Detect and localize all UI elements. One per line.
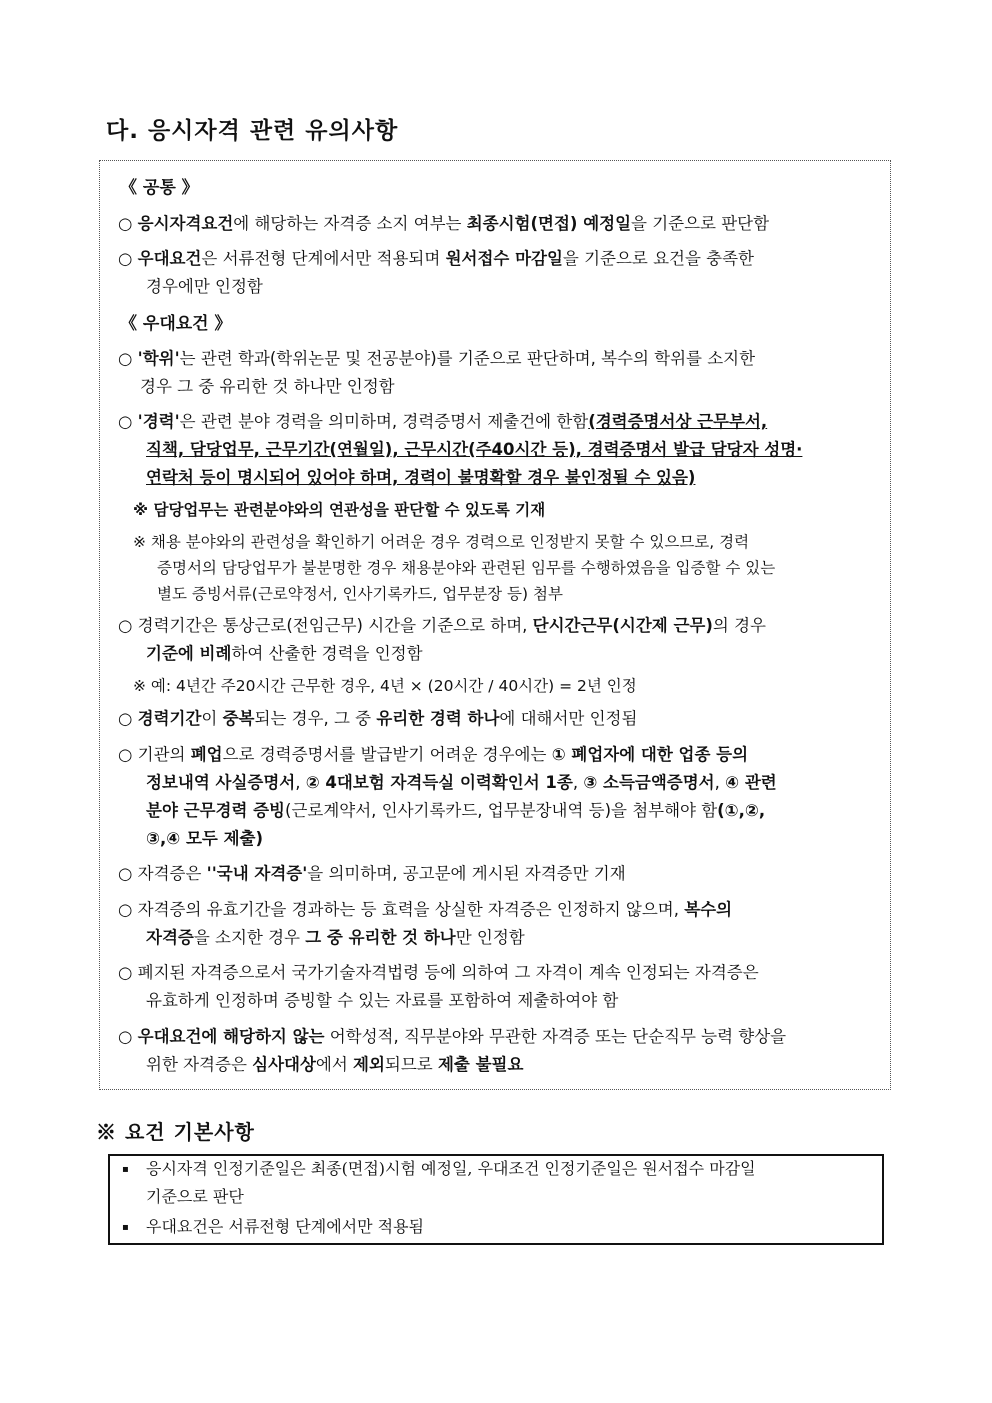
bullet-icon: ▪ (122, 1164, 129, 1175)
common-item-1: ○ 응시자격요건에 해당하는 자격증 소지 여부는 최종시험(면접) 예정일을 기준으로 판단함 (118, 214, 770, 233)
excluded-item: ○ 우대요건에 해당하지 않는 어학성적, 직무분야와 무관한 자격증 또는 단순직무 능력 향상을 (118, 1027, 787, 1046)
abolished-item: ○ 폐지된 자격증으로서 국가기술자격법령 등에 의하여 그 자격이 계속 인정되는 자격증은 (118, 963, 759, 982)
period-item-cont: 기준에 비례하여 산출한 경력을 인정함 (146, 644, 423, 663)
career-item: ○ '경력'은 관련 분야 경력을 의미하며, 경력증명서 제출건에 한함(경력증명서상 근무부서, (118, 412, 768, 431)
validity-item-cont: 자격증을 소지한 경우 그 중 유리한 것 하나만 인정함 (146, 928, 525, 947)
career-note-2: ※ 채용 분야와의 관련성을 확인하기 어려운 경우 경력으로 인정받지 못할 수 있으므로, 경력 (133, 533, 750, 551)
closure-item: ○ 기관의 폐업으로 경력증명서를 발급받기 어려운 경우에는 ① 폐업자에 대한 업종 등의 (118, 745, 749, 764)
period-example: ※ 예: 4년간 주20시간 근무한 경우, 4년 × (20시간 / 40시간) = 2년 인정 (133, 677, 637, 695)
career-item-cont-2: 연락처 등이 명시되어 있어야 하며, 경력이 불명확할 경우 불인정될 수 있음) (146, 468, 696, 487)
closure-item-cont-1: 정보내역 사실증명서, ② 4대보험 자격득실 이력확인서 1종, ③ 소득금액증명서, ④ 관련 (146, 773, 777, 792)
cert-item: ○ 자격증은 ''국내 자격증'을 의미하며, 공고문에 게시된 자격증만 기재 (118, 864, 626, 883)
career-note-2-cont-2: 별도 증빙서류(근로약정서, 인사기록카드, 업무분장 등) 첨부 (157, 585, 563, 603)
requirement-item-1-cont: 기준으로 판단 (146, 1187, 244, 1206)
common-item-2: ○ 우대요건은 서류전형 단계에서만 적용되며 원서접수 마감일을 기준으로 요건을 충족한 (118, 249, 754, 268)
closure-item-cont-2: 분야 근무경력 증빙(근로계약서, 인사기록카드, 업무분장내역 등)을 첨부해야 함(①,②, (146, 801, 766, 820)
career-item-cont-1: 직책, 담당업무, 근무기간(연월일), 근무시간(주40시간 등), 경력증명서 발급 담당자 성명· (146, 440, 803, 459)
period-item: ○ 경력기간은 통상근로(전임근무) 시간을 기준으로 하며, 단시간근무(시간제 근무)의 경우 (118, 616, 766, 635)
requirement-item-2: 우대요건은 서류전형 단계에서만 적용됨 (146, 1217, 425, 1236)
degree-item: ○ '학위'는 관련 학과(학위논문 및 전공분야)를 기준으로 판단하며, 복수의 학위를 소지한 (118, 349, 756, 368)
career-note-1: ※ 담당업무는 관련분야와의 연관성을 판단할 수 있도록 기재 (133, 501, 546, 519)
requirement-item-1: 응시자격 인정기준일은 최종(면접)시험 예정일, 우대조건 인정기준일은 원서접수 마감일 (146, 1159, 756, 1178)
pref-header: 《 우대요건 》 (120, 314, 232, 334)
excluded-item-cont: 위한 자격증은 심사대상에서 제외되므로 제출 불필요 (146, 1055, 524, 1074)
requirements-title: ※ 요건 기본사항 (96, 1120, 255, 1144)
career-note-2-cont-1: 증명서의 담당업무가 불분명한 경우 채용분야와 관련된 임무를 수행하였음을 입증할 수 있는 (157, 559, 776, 577)
bullet-icon: ▪ (122, 1222, 129, 1233)
section-title: 다. 응시자격 관련 유의사항 (106, 118, 399, 144)
common-header: 《 공통 》 (120, 178, 199, 198)
closure-item-cont-3: ③,④ 모두 제출) (146, 829, 263, 848)
validity-item: ○ 자격증의 유효기간을 경과하는 등 효력을 상실한 자격증은 인정하지 않으며, 복수의 (118, 900, 733, 919)
abolished-item-cont: 유효하게 인정하며 증빙할 수 있는 자료를 포함하여 제출하여야 함 (146, 991, 619, 1010)
overlap-item: ○ 경력기간이 중복되는 경우, 그 중 유리한 경력 하나에 대해서만 인정됨 (118, 709, 638, 728)
common-item-2-cont: 경우에만 인정함 (146, 277, 263, 296)
degree-item-cont: 경우 그 중 유리한 것 하나만 인정함 (140, 377, 395, 396)
